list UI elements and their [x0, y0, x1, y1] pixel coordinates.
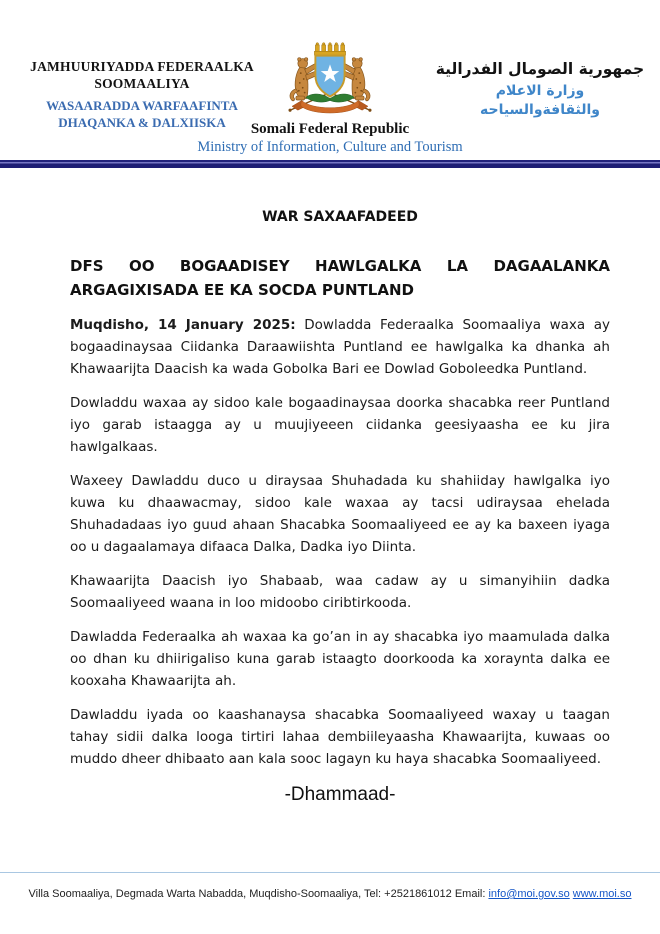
title-line-2: ARGAGIXISADA EE KA SOCDA PUNTLAND	[70, 281, 414, 299]
paragraph-dateline: Muqdisho, 14 January 2025:	[70, 317, 296, 333]
website-link[interactable]: www.moi.so	[572, 888, 632, 900]
body-paragraph-2	[70, 392, 610, 458]
footer-address-line	[0, 887, 660, 901]
press-release-heading: WAR SAXAAFADEED	[262, 209, 418, 225]
press-release-body	[0, 208, 660, 807]
closing-line: -Dhammaad-	[284, 784, 396, 805]
somalia-coat-of-arms-emblem	[276, 42, 384, 118]
title-line-1: DFS OO BOGAADISEY HAWLGALKA LA DAGAALANKA	[70, 257, 610, 275]
press-release-title	[70, 254, 610, 302]
ministry-name-somali-line1: WASAARADDA WARFAAFINTA	[46, 98, 238, 113]
paragraph-text: Dawladda Federaalka ah waxaa ka go’an in ay shacabka iyo maamulada dalka oo dhan ku dhiirigaliso kuna garab istaagto doorkooda ka xoraynta dalka ee kooxaha Khawaarijta ah.	[70, 629, 610, 689]
org-name-somali-line2: SOOMAALIYA	[94, 76, 190, 91]
org-name-arabic-block	[426, 56, 654, 120]
ministry-name-somali-line2: DHAQANKA & DALXIISKA	[58, 114, 226, 130]
paragraph-text: Dawladdu iyada oo kaashanaysa shacabka Soomaaliyeed waxay u taagan tahay sidii dalka looga tirtiri lahaa dembiileyaasha Khawaarijta, kuwaas oo muddo dheer dhibaato aan kala sooc lagayn ku haya shacabka Soomaaliyeed.	[70, 707, 610, 767]
country-name-arabic: جمهورية الصومال الفدرالية	[435, 60, 645, 78]
body-paragraph-6	[70, 704, 610, 770]
body-paragraph-3	[70, 470, 610, 558]
header-divider	[0, 160, 660, 168]
body-paragraph-5	[70, 626, 610, 692]
body-paragraph-1	[70, 314, 610, 380]
document-footer	[0, 872, 660, 901]
ministry-name-arabic-line1: وزارة الاعلام	[495, 83, 585, 99]
paragraph-text: Waxeey Dawladdu duco u diraysaa Shuhadada ku shahiiday hawlgalka iyo kuwa ku dhaawacmay, sidoo kale waxaa ay tacsi udiraysaa ehelada Shuhadadaas iyo guud ahaan Shacabka Soomaaliyeed ee ay ka baxeen iyaga oo u dagaalamaya difaaca Dalka, Dadka iyo Diinta.	[70, 473, 610, 555]
footer-divider	[0, 872, 660, 873]
email-link[interactable]: info@moi.gov.so	[488, 888, 570, 900]
ministry-name-english: Ministry of Information, Culture and Tourism	[197, 139, 463, 155]
body-paragraph-4	[70, 570, 610, 614]
paragraph-text: Khawaarijta Daacish iyo Shabaab, waa cadaw ay u simanyihiin dadka Soomaaliyeed waana in loo midoobo ciribtirkooda.	[70, 573, 610, 611]
paragraph-text: Dowladdu waxaa ay sidoo kale bogaadinaysaa doorka shacabka reer Puntland iyo garab istaagga ay u muujiyeeen ciidanka geesiyaasha ee ku jira hawlgalkaas.	[70, 395, 610, 455]
ministry-name-arabic-line2: والثقافةوالسياحه	[479, 102, 601, 118]
org-name-somali-line1: JAMHUURIYADDA FEDERAALKA	[30, 59, 254, 74]
country-name-english: Somali Federal Republic	[250, 121, 410, 137]
paragraph-text: Dowladda Federaalka Soomaaliya waxa ay bogaadinaysaa Ciidanka Daraawiishta Puntland ee hawlgalka ka dhanka ah Khawaarijta Daacish ka wada Gobolka Bari ee Dowlad Goboleedka Puntland.	[70, 317, 610, 377]
address-text: Villa Soomaaliya, Degmada Warta Nabadda, Muqdisho-Soomaaliya, Tel: +2521861012 Email:	[28, 888, 486, 900]
ministry-letterhead	[0, 0, 660, 160]
